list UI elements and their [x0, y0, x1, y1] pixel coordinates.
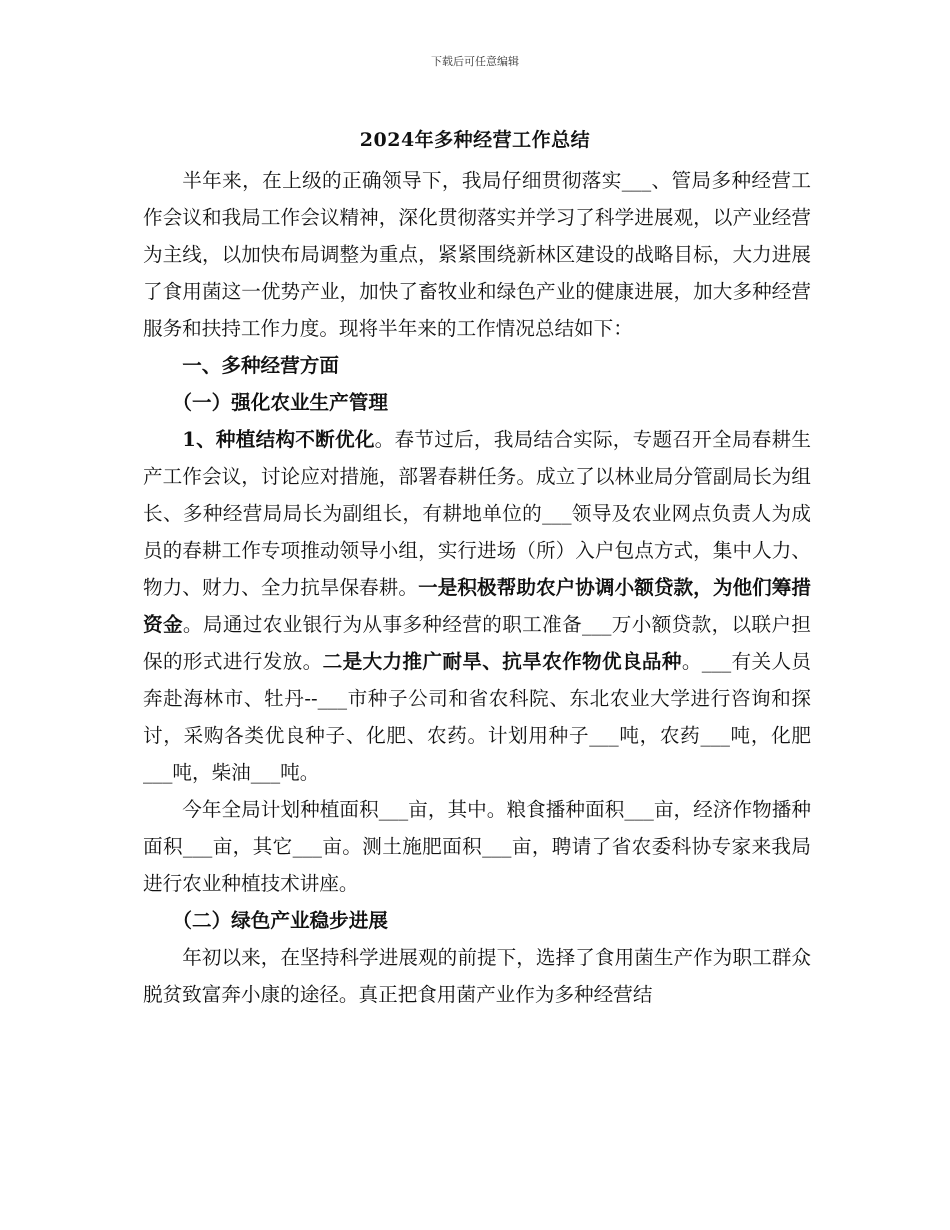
- document-title: 2024年多种经营工作总结: [359, 129, 591, 151]
- paragraph-green-industry: 年初以来，在坚持科学进展观的前提下，选择了食用菌生产作为职工群众脱贫致富奔小康的途径。真正把食用菌产业作为多种经营结: [143, 946, 811, 1006]
- intro-paragraph: 半年来，在上级的正确领导下，我局仔细贯彻落实___、管局多种经营工作会议和我局工作会议精神，深化贯彻落实并学习了科学进展观，以产业经营为主线，以加快布局调整为重点，紧紧围绕新林区建设的战略目标，大力进展了食用菌这一优势产业，加快了畜牧业和绿色产业的健康进展，加大多种经营服务和扶持工作力度。现将半年来的工作情况总结如下：: [143, 169, 811, 340]
- header-note: 下载后可任意编辑: [431, 55, 519, 68]
- paragraph-text: 。春节过后，我局结合实际，专题召开全局春耕生产工作会议，讨论应对措施，部署春耕任务。成立了以林业局分管副局长为组长、多种经营局局长为副组长，有耕地单位的___领导及农业网点负责人为成员的春耕工作专项推动领导小组，实行进场（所）入户包点方式，集中人力、物力、财力、全力抗旱保春耕。: [143, 428, 811, 599]
- paragraph-planting: [143, 421, 811, 791]
- emphasis-loans: 一是积极帮助农户协调小额贷款，为他们筹措资金: [143, 576, 812, 636]
- subsection-heading-2: （二）绿色产业稳步进展: [172, 909, 388, 932]
- subsection-heading-1: （一）强化农业生产管理: [172, 391, 388, 414]
- document-body: [143, 162, 811, 1013]
- paragraph-text: 。局通过农业银行为从事多种经营的职工准备___万小额贷款，以联户担保的形式进行发放。: [143, 613, 812, 673]
- paragraph-text: 。___有关人员奔赴海林市、牡丹--___市种子公司和省农科院、东北农业大学进行咨询和探讨，采购各类优良种子、化肥、农药。计划用种子___吨，农药___吨，化肥___吨，柴油___吨。: [143, 650, 812, 784]
- paragraph-area: 今年全局计划种植面积___亩，其中。粮食播种面积___亩，经济作物播种面积___亩，其它___亩。测土施肥面积___亩，聘请了省农委科协专家来我局进行农业种植技术讲座。: [143, 798, 811, 895]
- section-heading-1: 一、多种经营方面: [182, 354, 339, 377]
- emphasis-seeds: 二是大力推广耐旱、抗旱农作物优良品种: [322, 650, 682, 673]
- paragraph-lead: 1、种植结构不断优化: [182, 428, 375, 451]
